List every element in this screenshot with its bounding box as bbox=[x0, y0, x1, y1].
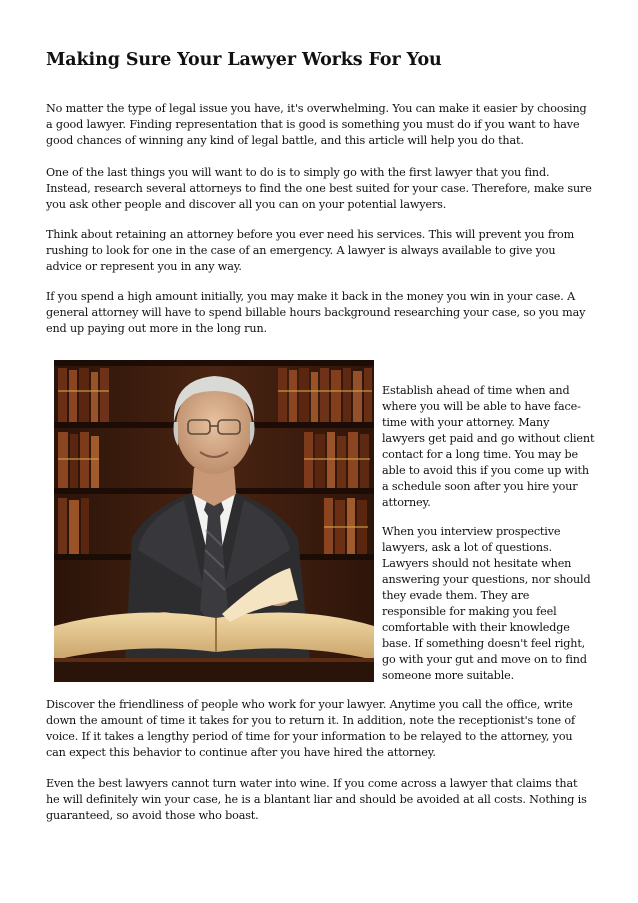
paragraph-4: If you spend a high amount initially, you may make it back in the money you win in your case. A general attorney will have to spend billable hours background researching your case, so you may end up paying out more in the long run. bbox=[46, 290, 586, 335]
paragraph-8: Even the best lawyers cannot turn water into wine. If you come across a lawyer that claims that he will definitely win your case, he is a blantant liar and should be avoided at all costs. Nothing is guaranteed, so avoid those who boast. bbox=[46, 777, 587, 822]
paragraph-7: Discover the friendliness of people who work for your lawyer. Anytime you call the office, write down the amount of time it takes for you to return it. In addition, note the receptionist's tone of voice. If it takes a lengthy period of time for your information to be relayed to the attorney, you can expect this behavior to continue after you have hired the attorney. bbox=[46, 698, 575, 759]
side-paragraph-2: When you interview prospective lawyers, ask a lot of questions. Lawyers should not hesitate when answering your questions, nor should they evade them. They are responsible for making you feel comfortable with their knowledge base. If something doesn't feel right, go with your gut and move on to find someone more suitable. bbox=[382, 525, 591, 682]
lawyer-photo bbox=[54, 360, 374, 682]
paragraph-3: Think about retaining an attorney before you ever need his services. This will prevent you from rushing to look for one in the case of an emergency. A lawyer is always available to give you advice or represent you in any way. bbox=[46, 228, 575, 273]
article-title: Making Sure Your Lawyer Works For You bbox=[46, 50, 442, 70]
side-paragraph-1: Establish ahead of time when and where you will be able to have face-time with your attorney. Many lawyers get paid and go without client contact for a long time. You may be able to avoid this if you come up with a schedule soon after you hire your attorney. bbox=[382, 384, 595, 509]
paragraph-2: One of the last things you will want to do is to simply go with the first lawyer that you find. Instead, research several attorneys to find the one best suited for your case. Therefore, make sure you ask other people and discover all you can on your potential lawyers. bbox=[46, 166, 592, 211]
paragraph-1: No matter the type of legal issue you have, it's overwhelming. You can make it easier by choosing a good lawyer. Finding representation that is good is something you must do if you want to have good chances of winning any kind of legal battle, and this article will help you do that. bbox=[46, 102, 587, 147]
